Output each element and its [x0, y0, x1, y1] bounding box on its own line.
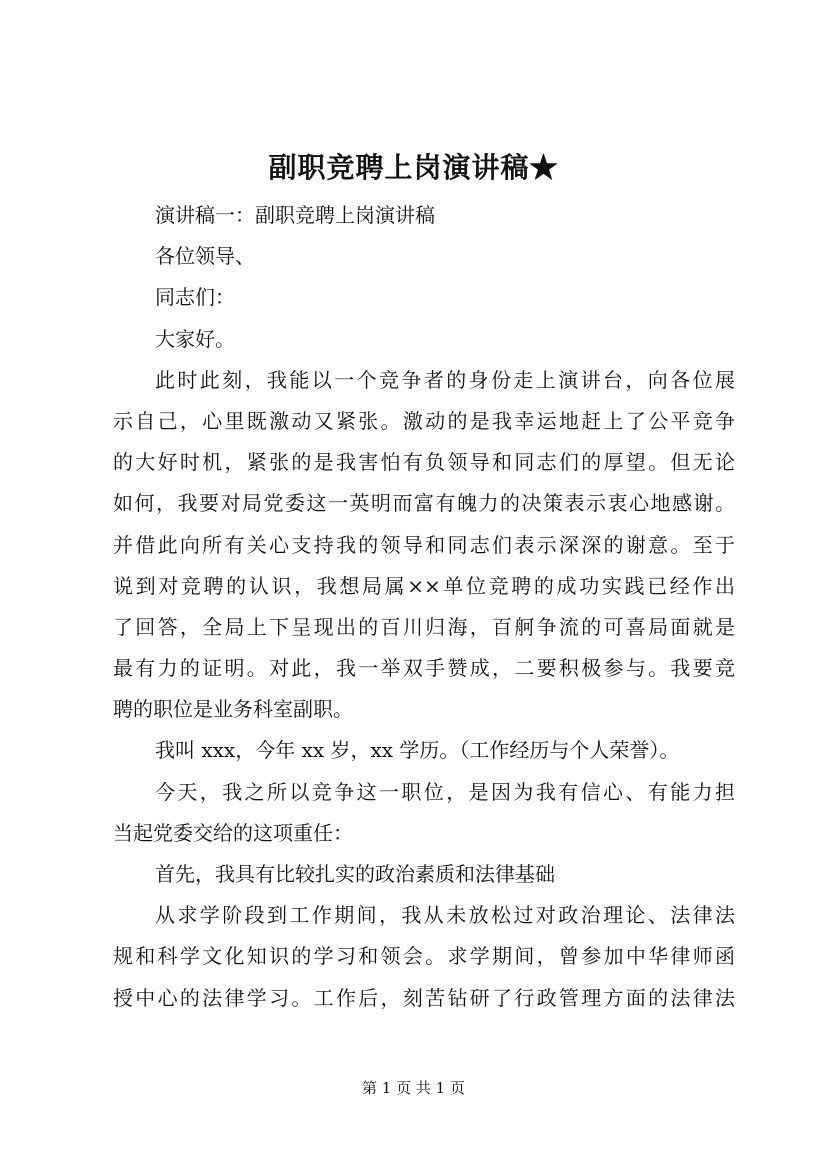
text-line: 规和科学文化知识的学习和领会。求学期间，曾参加中华律师函	[113, 944, 735, 969]
text-line: 的大好时机，紧张的是我害怕有负领导和同志们的厚望。但无论	[113, 450, 735, 475]
document-body	[113, 195, 735, 1019]
text-line: 授中心的法律学习。工作后，刻苦钻研了行政管理方面的法律法	[113, 985, 735, 1010]
text-line: 首先，我具有比较扎实的政治素质和法律基础	[155, 862, 555, 886]
text-line: 同志们：	[155, 285, 235, 310]
text-line: 从求学阶段到工作期间，我从未放松过对政治理论、法律法	[155, 903, 735, 928]
text-line: 今天，我之所以竞争这一职位，是因为我有信心、有能力担	[155, 779, 735, 804]
text-line: 此时此刻，我能以一个竞争者的身份走上演讲台，向各位展	[155, 367, 735, 392]
text-line: 我叫 xxx，今年 xx 岁，xx 学历。（工作经历与个人荣誉）。	[155, 738, 680, 763]
text-line: 演讲稿一：副职竞聘上岗演讲稿	[155, 203, 435, 227]
text-line: 示自己，心里既激动又紧张。激动的是我幸运地赶上了公平竞争	[113, 408, 735, 433]
text-line: 说到对竞聘的认识，我想局属××单位竞聘的成功实践已经作出	[113, 573, 735, 598]
text-line: 大家好。	[155, 326, 235, 351]
document-title: 副职竞聘上岗演讲稿★	[268, 151, 559, 184]
text-line: 聘的职位是业务科室副职。	[113, 697, 353, 722]
text-line: 如何，我要对局党委这一英明而富有魄力的决策表示衷心地感谢。	[113, 491, 735, 516]
text-line: 并借此向所有关心支持我的领导和同志们表示深深的谢意。至于	[113, 532, 735, 557]
page-footer: 第 1 页 共 1 页	[362, 1079, 465, 1097]
text-line: 了回答，全局上下呈现出的百川归海，百舸争流的可喜局面就是	[113, 614, 735, 639]
text-line: 最有力的证明。对此，我一举双手赞成，二要积极参与。我要竞	[113, 656, 735, 681]
text-line: 当起党委交给的这项重任：	[113, 820, 353, 845]
text-line: 各位领导、	[155, 244, 255, 269]
